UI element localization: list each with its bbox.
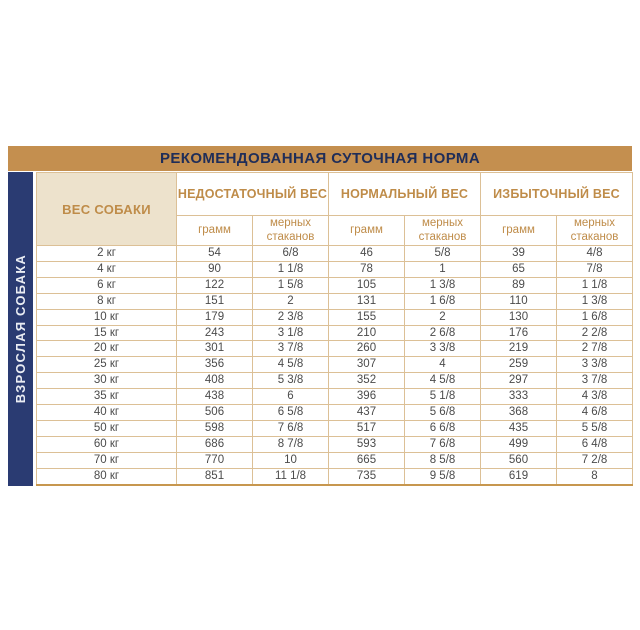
value-cell: 1 3/8 [557, 293, 633, 309]
value-cell: 2 3/8 [253, 309, 329, 325]
value-cell: 408 [177, 373, 253, 389]
value-cell: 2 [405, 309, 481, 325]
weight-cell: 50 кг [37, 420, 177, 436]
weight-cell: 15 кг [37, 325, 177, 341]
value-cell: 5/8 [405, 246, 481, 262]
value-cell: 297 [481, 373, 557, 389]
weight-cell: 60 кг [37, 436, 177, 452]
sub-header-cups: мерных стаканов [253, 216, 329, 246]
value-cell: 1 1/8 [557, 277, 633, 293]
value-cell: 356 [177, 357, 253, 373]
table-row [37, 436, 633, 452]
value-cell: 1 3/8 [405, 277, 481, 293]
value-cell: 78 [329, 261, 405, 277]
sub-header-grams: грамм [177, 216, 253, 246]
value-cell: 8 [557, 468, 633, 484]
value-cell: 6 6/8 [405, 420, 481, 436]
value-cell: 122 [177, 277, 253, 293]
value-cell: 665 [329, 452, 405, 468]
value-cell: 5 6/8 [405, 405, 481, 421]
sub-header-cups: мерных стаканов [405, 216, 481, 246]
table-row [37, 277, 633, 293]
value-cell: 131 [329, 293, 405, 309]
table-row [37, 325, 633, 341]
value-cell: 1 6/8 [557, 309, 633, 325]
table-row [37, 341, 633, 357]
group-header-normal: НОРМАЛЬНЫЙ ВЕС [329, 173, 481, 216]
value-cell: 10 [253, 452, 329, 468]
value-cell: 7/8 [557, 261, 633, 277]
weight-cell: 70 кг [37, 452, 177, 468]
weight-column-header: ВЕС СОБАКИ [37, 173, 177, 246]
value-cell: 2 [253, 293, 329, 309]
table-row [37, 420, 633, 436]
value-cell: 3 3/8 [557, 357, 633, 373]
value-cell: 686 [177, 436, 253, 452]
table-row [37, 373, 633, 389]
value-cell: 560 [481, 452, 557, 468]
feeding-table [36, 172, 633, 486]
weight-cell: 35 кг [37, 389, 177, 405]
table-row [37, 452, 633, 468]
group-header-overweight: ИЗБЫТОЧНЫЙ ВЕС [481, 173, 633, 216]
value-cell: 6 5/8 [253, 405, 329, 421]
value-cell: 259 [481, 357, 557, 373]
value-cell: 210 [329, 325, 405, 341]
value-cell: 11 1/8 [253, 468, 329, 484]
value-cell: 2 6/8 [405, 325, 481, 341]
table-row [37, 389, 633, 405]
value-cell: 260 [329, 341, 405, 357]
value-cell: 506 [177, 405, 253, 421]
value-cell: 105 [329, 277, 405, 293]
value-cell: 155 [329, 309, 405, 325]
value-cell: 89 [481, 277, 557, 293]
value-cell: 368 [481, 405, 557, 421]
value-cell: 130 [481, 309, 557, 325]
value-cell: 1 [405, 261, 481, 277]
table-row [37, 261, 633, 277]
value-cell: 6/8 [253, 246, 329, 262]
value-cell: 4 5/8 [405, 373, 481, 389]
table-row [37, 309, 633, 325]
value-cell: 437 [329, 405, 405, 421]
value-cell: 179 [177, 309, 253, 325]
title-bar [8, 146, 632, 171]
value-cell: 90 [177, 261, 253, 277]
sidebar-label: ВЗРОСЛАЯ СОБАКА [13, 254, 28, 404]
weight-cell: 25 кг [37, 357, 177, 373]
weight-cell: 6 кг [37, 277, 177, 293]
table-row [37, 293, 633, 309]
value-cell: 4 5/8 [253, 357, 329, 373]
weight-cell: 40 кг [37, 405, 177, 421]
value-cell: 2 2/8 [557, 325, 633, 341]
table-head [37, 173, 633, 246]
value-cell: 176 [481, 325, 557, 341]
weight-cell: 30 кг [37, 373, 177, 389]
value-cell: 7 2/8 [557, 452, 633, 468]
value-cell: 46 [329, 246, 405, 262]
value-cell: 5 1/8 [405, 389, 481, 405]
value-cell: 1 1/8 [253, 261, 329, 277]
adult-dog-sidebar [8, 172, 33, 486]
value-cell: 5 5/8 [557, 420, 633, 436]
weight-cell: 10 кг [37, 309, 177, 325]
value-cell: 619 [481, 468, 557, 484]
value-cell: 3 1/8 [253, 325, 329, 341]
weight-cell: 20 кг [37, 341, 177, 357]
value-cell: 9 5/8 [405, 468, 481, 484]
value-cell: 2 7/8 [557, 341, 633, 357]
value-cell: 396 [329, 389, 405, 405]
value-cell: 219 [481, 341, 557, 357]
group-header-row [37, 173, 633, 216]
value-cell: 110 [481, 293, 557, 309]
value-cell: 435 [481, 420, 557, 436]
page-title: РЕКОМЕНДОВАННАЯ СУТОЧНАЯ НОРМА [159, 150, 481, 167]
value-cell: 598 [177, 420, 253, 436]
value-cell: 1 6/8 [405, 293, 481, 309]
value-cell: 243 [177, 325, 253, 341]
value-cell: 307 [329, 357, 405, 373]
value-cell: 3 7/8 [253, 341, 329, 357]
weight-cell: 8 кг [37, 293, 177, 309]
value-cell: 8 5/8 [405, 452, 481, 468]
value-cell: 517 [329, 420, 405, 436]
value-cell: 593 [329, 436, 405, 452]
value-cell: 3 7/8 [557, 373, 633, 389]
sub-header-cups: мерных стаканов [557, 216, 633, 246]
value-cell: 1 5/8 [253, 277, 329, 293]
value-cell: 8 7/8 [253, 436, 329, 452]
table-body [37, 246, 633, 485]
sub-header-grams: грамм [329, 216, 405, 246]
value-cell: 735 [329, 468, 405, 484]
value-cell: 6 4/8 [557, 436, 633, 452]
value-cell: 3 3/8 [405, 341, 481, 357]
table-row [37, 357, 633, 373]
table-row [37, 468, 633, 484]
value-cell: 499 [481, 436, 557, 452]
value-cell: 6 [253, 389, 329, 405]
value-cell: 770 [177, 452, 253, 468]
value-cell: 352 [329, 373, 405, 389]
value-cell: 7 6/8 [253, 420, 329, 436]
value-cell: 851 [177, 468, 253, 484]
value-cell: 4 3/8 [557, 389, 633, 405]
value-cell: 4/8 [557, 246, 633, 262]
value-cell: 151 [177, 293, 253, 309]
value-cell: 39 [481, 246, 557, 262]
weight-cell: 4 кг [37, 261, 177, 277]
value-cell: 5 3/8 [253, 373, 329, 389]
sub-header-grams: грамм [481, 216, 557, 246]
value-cell: 438 [177, 389, 253, 405]
weight-cell: 80 кг [37, 468, 177, 484]
value-cell: 7 6/8 [405, 436, 481, 452]
value-cell: 4 6/8 [557, 405, 633, 421]
table-row [37, 405, 633, 421]
value-cell: 65 [481, 261, 557, 277]
value-cell: 333 [481, 389, 557, 405]
weight-cell: 2 кг [37, 246, 177, 262]
value-cell: 54 [177, 246, 253, 262]
group-header-underweight: НЕДОСТАТОЧНЫЙ ВЕС [177, 173, 329, 216]
value-cell: 4 [405, 357, 481, 373]
table-row [37, 246, 633, 262]
value-cell: 301 [177, 341, 253, 357]
